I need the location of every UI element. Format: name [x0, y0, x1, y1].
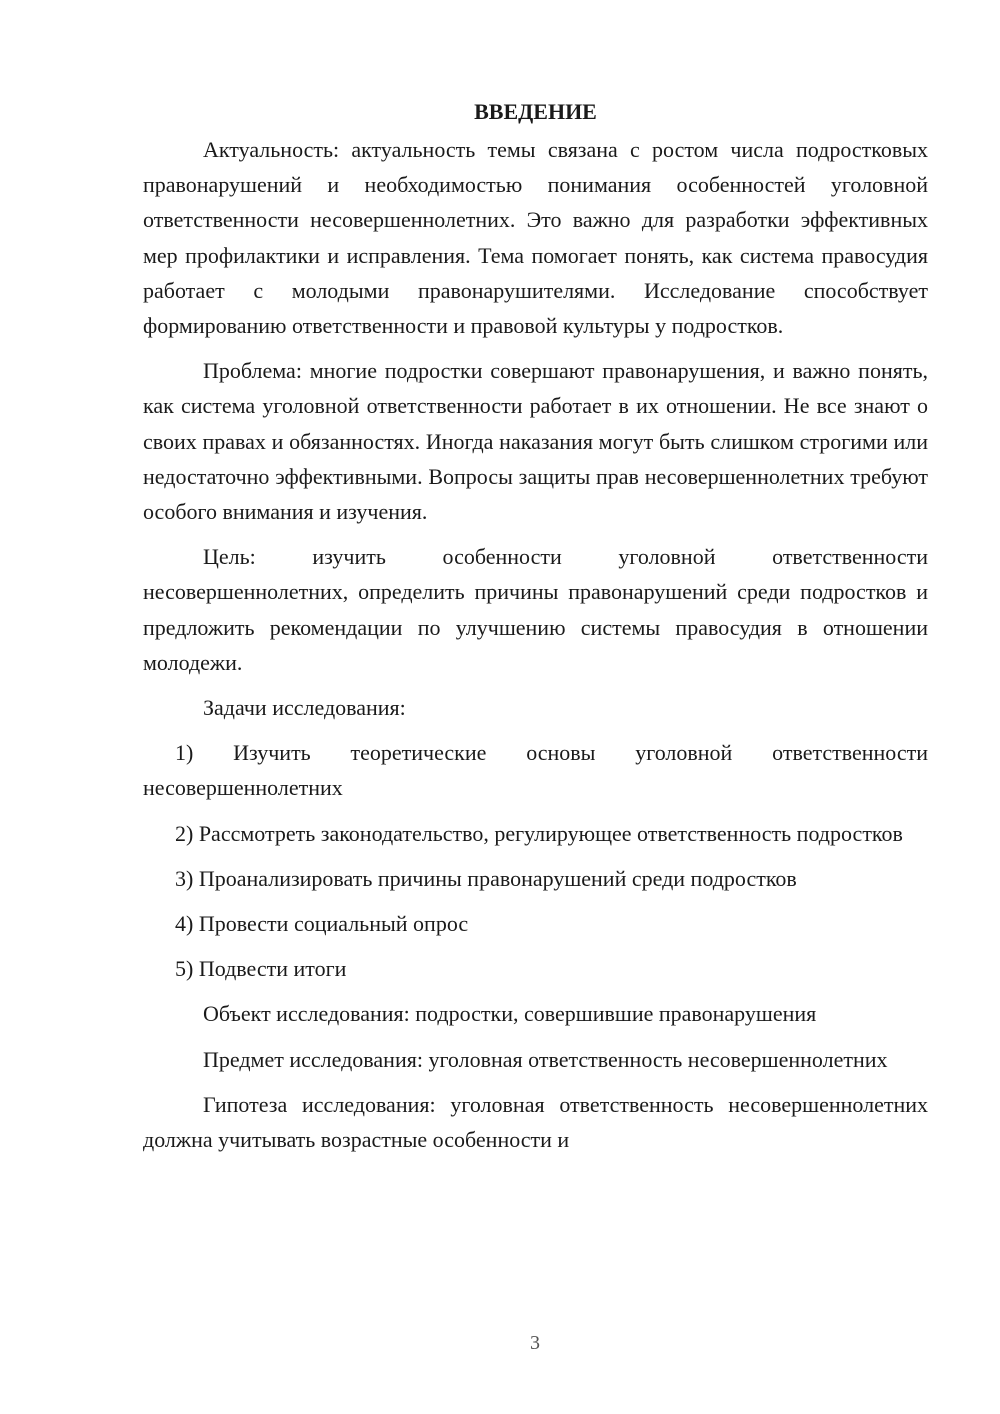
paragraph-hypothesis: Гипотеза исследования: уголовная ответственность несовершеннолетних должна учитывать возрастные особенности и [143, 1091, 928, 1153]
paragraph-relevance: Актуальность: актуальность темы связана с ростом числа подростковых правонарушений и необходимостью понимания особенностей уголовной ответственности несовершеннолетних. Это важно для разработки эффективных мер профилактики и исправления. Тема помогает понять, как система правосудия работает с молодыми правонарушителями. Исследование способствует формированию ответственности и правовой культуры у подростков. [143, 137, 928, 339]
paragraph-goal: Цель: изучить особенности уголовной ответственности несовершеннолетних, определить причины правонарушений среди подростков и предложить рекомендации по улучшению системы правосудия в отношении молодежи. [143, 544, 928, 675]
paragraph-subject: Предмет исследования: уголовная ответственность несовершеннолетних [203, 1046, 888, 1072]
task-item-1: 1) Изучить теоретические основы уголовной ответственности несовершеннолетних [143, 740, 928, 801]
task-item-5: 5) Подвести итоги [175, 956, 347, 982]
section-title: ВВЕДЕНИЕ [474, 99, 597, 124]
task-item-4: 4) Провести социальный опрос [175, 911, 469, 937]
task-item-2: 2) Рассмотреть законодательство, регулирующее ответственность подростков [175, 820, 903, 846]
task-item-3: 3) Проанализировать причины правонарушений среди подростков [175, 865, 797, 891]
paragraph-problem: Проблема: многие подростки совершают правонарушения, и важно понять, как система уголовной ответственности работает в их отношении. Не все знают о своих правах и обязанностях. Иногда наказания могут быть слишком строгими или недостаточно эффективными. Вопросы защиты прав несовершеннолетних требуют особого внимания и изучения. [143, 358, 928, 525]
page-number: 3 [530, 1332, 540, 1354]
document-page [143, 92, 928, 1157]
tasks-heading: Задачи исследования: [203, 695, 406, 721]
paragraph-object: Объект исследования: подростки, совершившие правонарушения [203, 1001, 817, 1027]
